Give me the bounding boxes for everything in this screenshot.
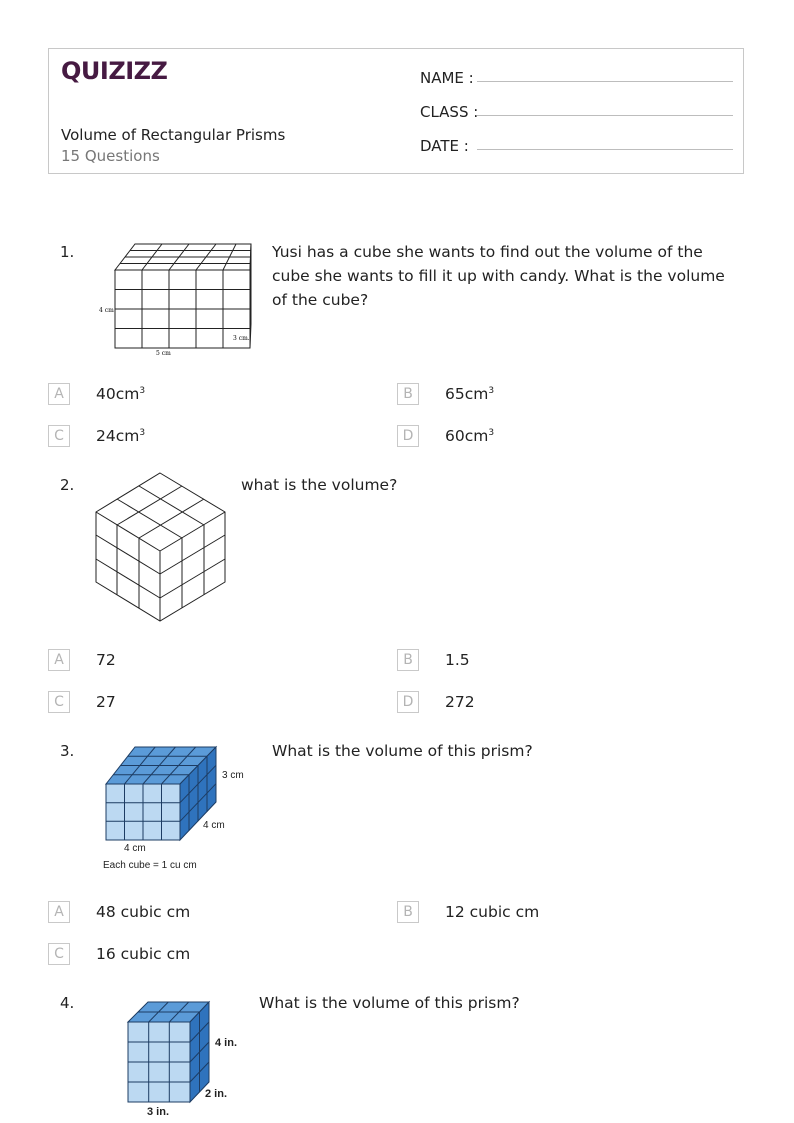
- quizizz-logo: QUIZIZZ: [61, 57, 168, 85]
- figure-label: 3 cm.: [233, 335, 250, 342]
- name-label: NAME :: [420, 69, 474, 87]
- option-letter: D: [397, 425, 419, 447]
- option-text: 60cm: [445, 427, 489, 445]
- name-field[interactable]: [420, 69, 474, 87]
- blue-prism-figure: [120, 998, 250, 1120]
- question-text: Yusi has a cube she wants to find out the volume of the cube she wants to fill it up with candy. What is the volume of the cube?: [272, 243, 725, 309]
- class-label: CLASS :: [420, 103, 479, 121]
- question-text: What is the volume of this prism?: [272, 742, 533, 760]
- option-text: 65cm: [445, 385, 489, 403]
- figure-label: 4 cm: [99, 307, 114, 314]
- option-text: 27: [96, 693, 116, 711]
- option-text: 24cm: [96, 427, 140, 445]
- option-letter: A: [48, 901, 70, 923]
- class-field[interactable]: [420, 103, 478, 121]
- option-text: 272: [445, 693, 475, 711]
- option-letter: B: [397, 901, 419, 923]
- figure-label: 5 cm: [156, 350, 171, 357]
- date-field[interactable]: [420, 137, 469, 155]
- option-text: 40cm: [96, 385, 140, 403]
- question-text: what is the volume?: [241, 476, 398, 494]
- question-number: 2.: [60, 476, 75, 494]
- blue-prism-figure: [100, 742, 260, 874]
- cube-grid-figure: [96, 240, 256, 360]
- option-text: 16 cubic cm: [96, 945, 191, 963]
- figure-label: 2 in.: [205, 1088, 228, 1100]
- figure-label: 4 cm: [203, 820, 225, 831]
- question-number: 1.: [60, 243, 75, 261]
- option-letter: A: [48, 649, 70, 671]
- option-text: 1.5: [445, 651, 470, 669]
- figure-label: 4 cm: [124, 843, 146, 854]
- option-letter: C: [48, 425, 70, 447]
- question-number: 3.: [60, 742, 75, 760]
- figure-label: 3 in.: [147, 1106, 170, 1118]
- question-text: What is the volume of this prism?: [259, 994, 520, 1012]
- option-letter: A: [48, 383, 70, 405]
- isometric-cube-figure: [94, 470, 228, 626]
- option-text: 48 cubic cm: [96, 903, 191, 921]
- option-letter: B: [397, 383, 419, 405]
- option-letter: C: [48, 943, 70, 965]
- date-label: DATE :: [420, 137, 469, 155]
- question-count: 15 Questions: [61, 147, 160, 165]
- figure-label: 4 in.: [215, 1037, 238, 1049]
- worksheet-header: [48, 48, 744, 174]
- figure-caption: Each cube = 1 cu cm: [103, 860, 197, 871]
- option-text: 72: [96, 651, 116, 669]
- question-number: 4.: [60, 994, 75, 1012]
- option-letter: B: [397, 649, 419, 671]
- option-letter: D: [397, 691, 419, 713]
- option-letter: C: [48, 691, 70, 713]
- option-text: 12 cubic cm: [445, 903, 540, 921]
- figure-label: 3 cm: [222, 770, 244, 781]
- worksheet-title: Volume of Rectangular Prisms: [61, 126, 286, 144]
